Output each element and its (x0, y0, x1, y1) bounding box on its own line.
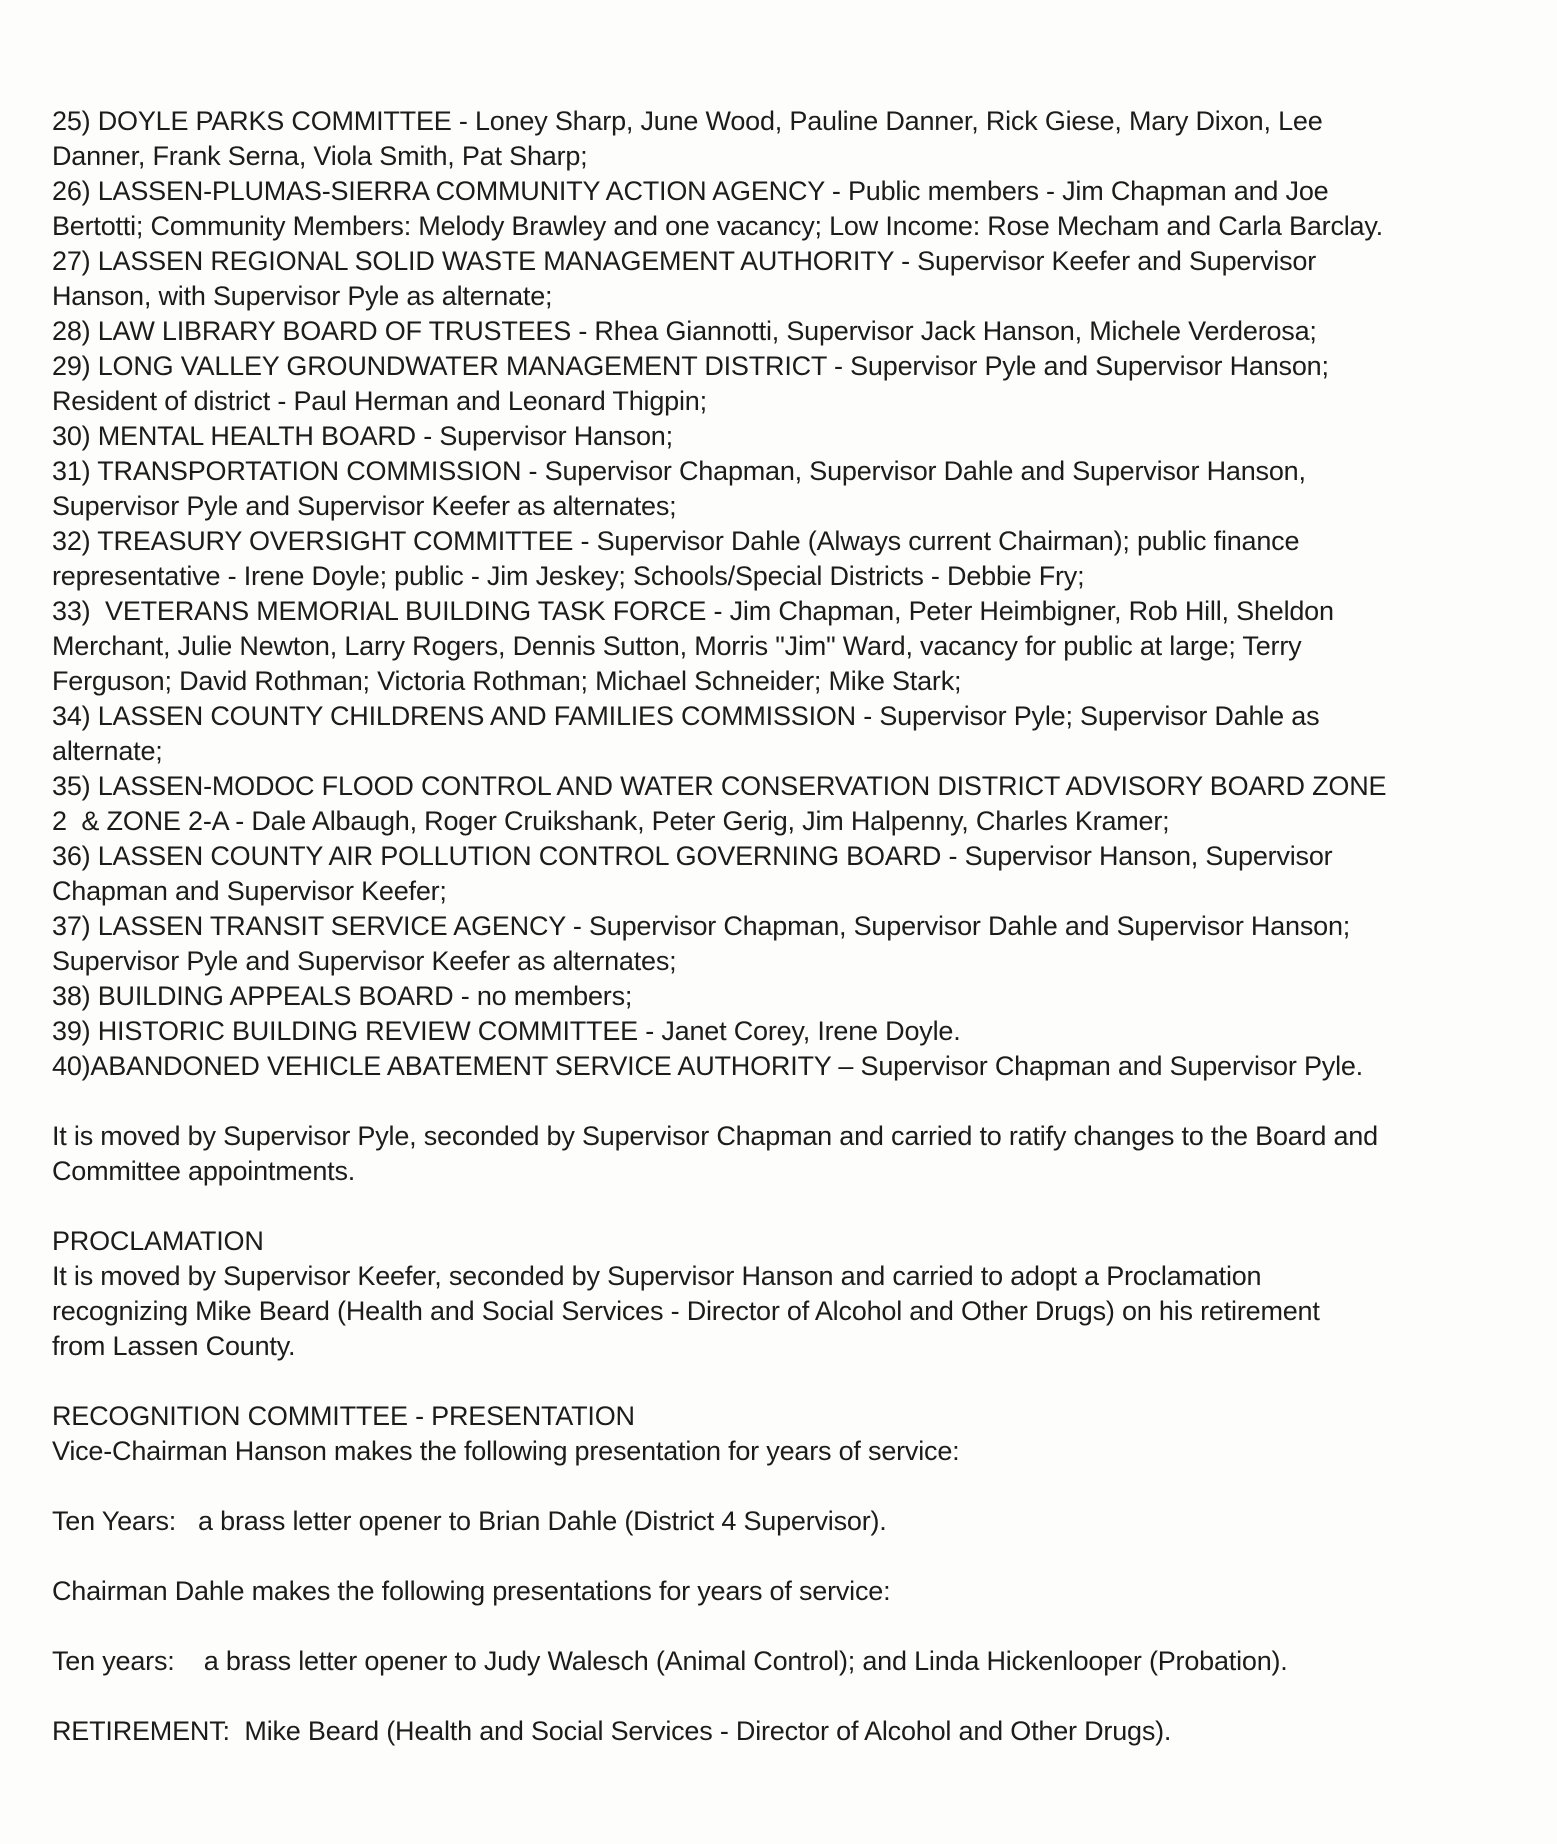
paragraph-spacer (52, 1189, 1552, 1224)
appointment-item-40 (52, 1049, 1552, 1084)
appointment-line: representative - Irene Doyle; public - Jim Jeskey; Schools/Special Districts - Debbie Fry; (52, 561, 1085, 591)
appointment-item-34 (52, 699, 1552, 769)
appointment-item-33 (52, 594, 1552, 699)
paragraph-spacer (52, 1084, 1552, 1119)
ten-years-dahle: Ten Years: a brass letter opener to Brian Dahle (District 4 Supervisor). (52, 1506, 887, 1536)
appointment-line: Resident of district - Paul Herman and Leonard Thigpin; (52, 386, 707, 416)
appointment-line: 2 & ZONE 2-A - Dale Albaugh, Roger Cruikshank, Peter Gerig, Jim Halpenny, Charles Kramer; (52, 806, 1170, 836)
appointment-line: Hanson, with Supervisor Pyle as alternate; (52, 281, 553, 311)
appointment-item-28 (52, 314, 1552, 349)
proclamation-motion (52, 1259, 1552, 1364)
appointment-line: 25) DOYLE PARKS COMMITTEE - Loney Sharp, June Wood, Pauline Danner, Rick Giese, Mary Dixon, Lee (52, 106, 1323, 136)
ten-years-others: Ten years: a brass letter opener to Judy Walesch (Animal Control); and Linda Hickenlooper (Probation). (52, 1646, 1288, 1676)
appointment-line: 39) HISTORIC BUILDING REVIEW COMMITTEE - Janet Corey, Irene Doyle. (52, 1016, 961, 1046)
appointment-item-25 (52, 104, 1552, 174)
proclamation-heading: PROCLAMATION (52, 1226, 264, 1256)
appointment-item-37 (52, 909, 1552, 979)
chairman-intro: Chairman Dahle makes the following presentations for years of service: (52, 1576, 891, 1606)
appointment-line: Chapman and Supervisor Keefer; (52, 876, 447, 906)
retirement-line: RETIREMENT: Mike Beard (Health and Social Services - Director of Alcohol and Other Drugs). (52, 1716, 1172, 1746)
appointment-item-38 (52, 979, 1552, 1014)
paragraph-spacer (52, 1469, 1552, 1504)
recognition-heading: RECOGNITION COMMITTEE - PRESENTATION (52, 1401, 635, 1431)
motion-line: recognizing Mike Beard (Health and Social Services - Director of Alcohol and Other Drugs) on his retirement (52, 1296, 1320, 1326)
appointment-line: 30) MENTAL HEALTH BOARD - Supervisor Hanson; (52, 421, 673, 451)
appointment-line: 28) LAW LIBRARY BOARD OF TRUSTEES - Rhea Giannotti, Supervisor Jack Hanson, Michele Verderosa; (52, 316, 1317, 346)
motion-line: from Lassen County. (52, 1331, 296, 1361)
vice-chairman-intro: Vice-Chairman Hanson makes the following presentation for years of service: (52, 1436, 960, 1466)
paragraph-spacer (52, 1539, 1552, 1574)
appointment-item-35 (52, 769, 1552, 839)
appointment-line: 33) VETERANS MEMORIAL BUILDING TASK FORCE - Jim Chapman, Peter Heimbigner, Rob Hill, Sheldon (52, 596, 1334, 626)
appointment-line: 26) LASSEN-PLUMAS-SIERRA COMMUNITY ACTION AGENCY - Public members - Jim Chapman and Joe (52, 176, 1329, 206)
appointment-item-26 (52, 174, 1552, 244)
appointment-line: 36) LASSEN COUNTY AIR POLLUTION CONTROL GOVERNING BOARD - Supervisor Hanson, Supervisor (52, 841, 1333, 871)
appointment-line: 38) BUILDING APPEALS BOARD - no members; (52, 981, 633, 1011)
appointment-list (52, 104, 1552, 1084)
motion-line: It is moved by Supervisor Keefer, seconded by Supervisor Hanson and carried to adopt a Proclamation (52, 1261, 1262, 1291)
appointment-line: alternate; (52, 736, 163, 766)
appointment-line: Bertotti; Community Members: Melody Brawley and one vacancy; Low Income: Rose Mecham and Carla Barclay. (52, 211, 1383, 241)
appointment-line: Supervisor Pyle and Supervisor Keefer as alternates; (52, 491, 677, 521)
appointment-line: 35) LASSEN-MODOC FLOOD CONTROL AND WATER CONSERVATION DISTRICT ADVISORY BOARD ZONE (52, 771, 1387, 801)
appointment-line: 32) TREASURY OVERSIGHT COMMITTEE - Supervisor Dahle (Always current Chairman); public finance (52, 526, 1300, 556)
appointment-item-31 (52, 454, 1552, 524)
ratify-motion (52, 1119, 1552, 1189)
motion-line: It is moved by Supervisor Pyle, seconded by Supervisor Chapman and carried to ratify changes to the Board and (52, 1121, 1378, 1151)
appointment-item-39 (52, 1014, 1552, 1049)
paragraph-spacer (52, 1364, 1552, 1399)
appointment-line: 37) LASSEN TRANSIT SERVICE AGENCY - Supervisor Chapman, Supervisor Dahle and Supervisor Hanson; (52, 911, 1351, 941)
appointment-item-27 (52, 244, 1552, 314)
appointment-line: Supervisor Pyle and Supervisor Keefer as alternates; (52, 946, 677, 976)
appointment-line: 29) LONG VALLEY GROUNDWATER MANAGEMENT DISTRICT - Supervisor Pyle and Supervisor Hanson; (52, 351, 1329, 381)
appointment-line: Danner, Frank Serna, Viola Smith, Pat Sharp; (52, 141, 588, 171)
paragraph-spacer (52, 1679, 1552, 1714)
appointment-line: 34) LASSEN COUNTY CHILDRENS AND FAMILIES COMMISSION - Supervisor Pyle; Supervisor Dahle as (52, 701, 1320, 731)
appointment-item-30 (52, 419, 1552, 454)
appointment-line: 27) LASSEN REGIONAL SOLID WASTE MANAGEMENT AUTHORITY - Supervisor Keefer and Supervisor (52, 246, 1316, 276)
appointment-line: Ferguson; David Rothman; Victoria Rothman; Michael Schneider; Mike Stark; (52, 666, 962, 696)
paragraph-spacer (52, 1609, 1552, 1644)
appointment-line: 40)ABANDONED VEHICLE ABATEMENT SERVICE AUTHORITY – Supervisor Chapman and Supervisor Pyle. (52, 1051, 1363, 1081)
appointment-line: 31) TRANSPORTATION COMMISSION - Supervisor Chapman, Supervisor Dahle and Supervisor Hanson, (52, 456, 1306, 486)
appointment-line: Merchant, Julie Newton, Larry Rogers, Dennis Sutton, Morris "Jim" Ward, vacancy for public at large; Terry (52, 631, 1302, 661)
appointment-item-36 (52, 839, 1552, 909)
motion-line: Committee appointments. (52, 1156, 356, 1186)
minutes-page (52, 104, 1552, 1749)
appointment-item-32 (52, 524, 1552, 594)
appointment-item-29 (52, 349, 1552, 419)
